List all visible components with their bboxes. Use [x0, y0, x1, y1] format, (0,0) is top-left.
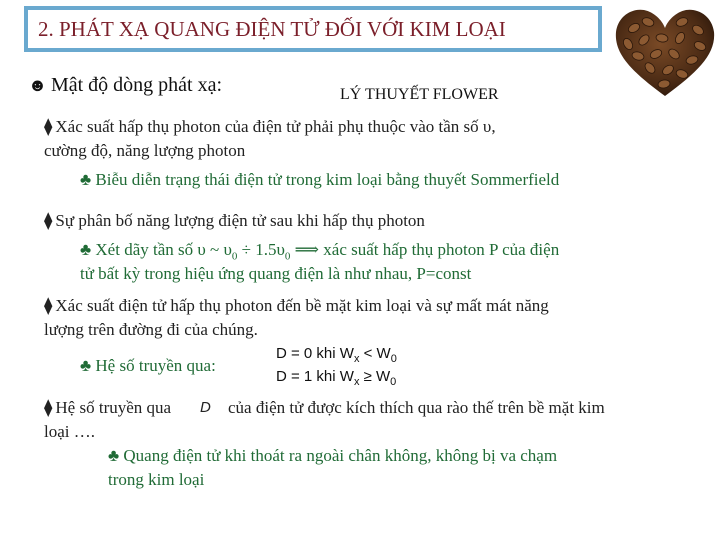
transmission-formula	[272, 343, 432, 391]
formula-row-2: D = 1 khi $W_x \ge W_0$	[276, 368, 397, 388]
club-bullet-icon: ♣	[80, 356, 92, 375]
paragraph-2	[44, 211, 425, 231]
paragraph-4-line-2: loại ….	[44, 422, 95, 441]
section-heading	[28, 74, 222, 97]
diamond-bullet-icon: ⧫	[44, 398, 53, 417]
coffee-bean-heart-icon	[612, 6, 718, 100]
club-bullet-icon: ♣	[108, 446, 120, 465]
sub-bullet-1	[80, 170, 559, 190]
paragraph-4-line-1	[44, 398, 171, 418]
title-box	[24, 6, 602, 52]
paragraph-1-line-2: cường độ, năng lượng photon	[44, 141, 246, 160]
formula-row-1: D = 0 khi $W_x < W_0$	[276, 345, 397, 365]
diamond-bullet-icon: ⧫	[44, 296, 53, 315]
sub-bullet-3	[80, 356, 216, 376]
paragraph-4-text-pre: Hệ số truyền qua	[55, 398, 172, 417]
sub-bullet-4-line-2: trong kim loại	[108, 470, 205, 489]
paragraph-4-text-post: của điện tử được kích thích qua rào thế trên bề mặt kim	[228, 398, 605, 417]
paragraph-3-line-2: lượng trên đường đi của chúng.	[44, 320, 258, 339]
sub-bullet-4-line-1	[108, 446, 557, 466]
paragraph-3-line-1	[44, 296, 549, 316]
sub-bullet-4-text: Quang điện tử khi thoát ra ngoài chân không, không bị va chạm	[123, 446, 558, 465]
theory-name: LÝ THUYẾT FLOWER	[340, 86, 499, 103]
paragraph-3-text: Xác suất điện tử hấp thụ photon đến bề mặt kim loại và sự mất mát năng	[55, 296, 549, 315]
transmission-symbol: D	[200, 399, 211, 416]
sub-bullet-2-line-2: tử bất kỳ trong hiệu ứng quang điện là như nhau, P=const	[80, 264, 472, 283]
club-bullet-icon: ♣	[80, 240, 92, 259]
sub-bullet-3-text: Hệ số truyền qua:	[95, 356, 216, 375]
club-bullet-icon: ♣	[80, 170, 92, 189]
section-heading-text: Mật độ dòng phát xạ:	[50, 74, 223, 96]
smiley-icon: ☻	[28, 75, 47, 95]
slide-title: 2. PHÁT XẠ QUANG ĐIỆN TỬ ĐỐI VỚI KIM LOẠI	[38, 16, 506, 41]
paragraph-2-text: Sự phân bố năng lượng điện tử sau khi hấp thụ photon	[55, 211, 425, 230]
diamond-bullet-icon: ⧫	[44, 211, 53, 230]
diamond-bullet-icon: ⧫	[44, 117, 53, 136]
sub-bullet-1-text: Biễu diễn trạng thái điện tử trong kim loại bằng thuyết Sommerfield	[95, 170, 560, 189]
paragraph-1-line-1	[44, 117, 496, 137]
paragraph-1-text: Xác suất hấp thụ photon của điện tử phải phụ thuộc vào tần số υ,	[55, 117, 496, 136]
sub-bullet-2-line-1: ♣ Xét dãy tần số υ ~ $\upsilon_0 \div 1.5\upsilon_0$ ⟹ xác suất hấp thụ photon P của điện	[80, 240, 560, 263]
